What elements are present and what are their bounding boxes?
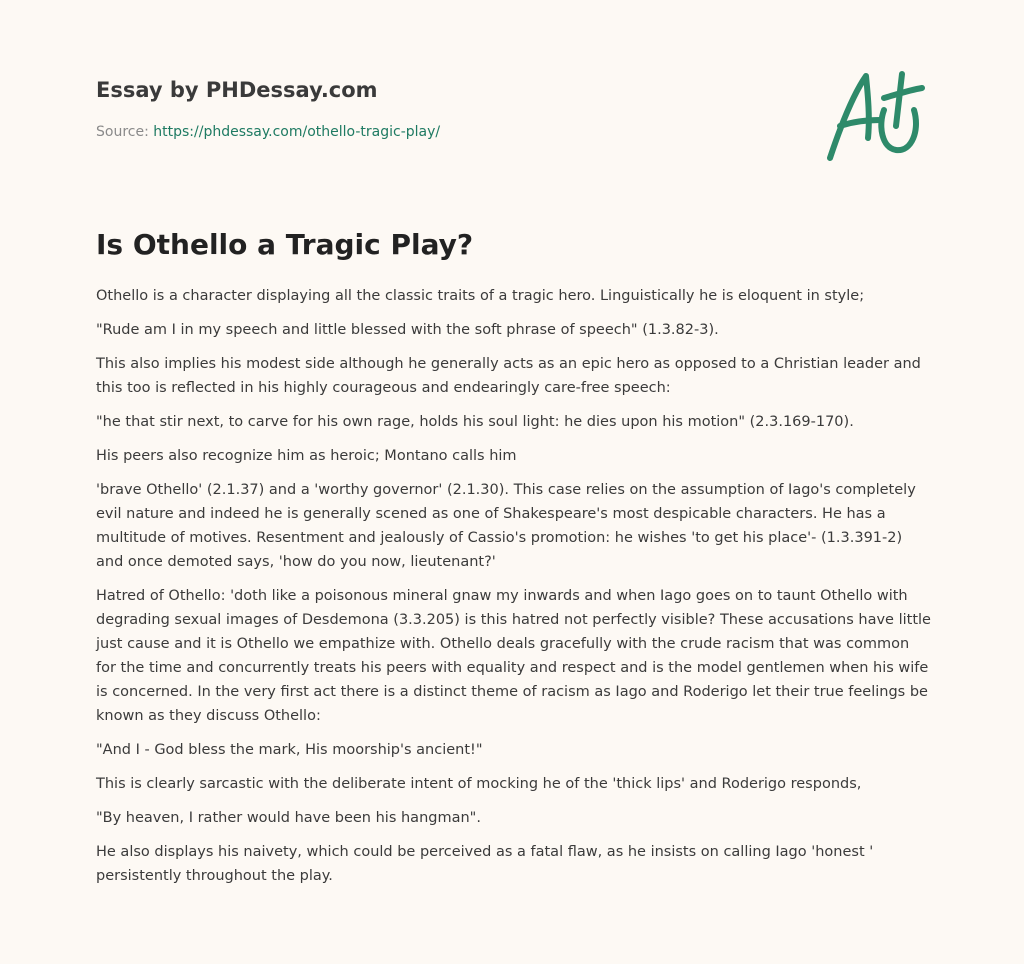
- paragraph: Othello is a character displaying all the classic traits of a tragic hero. Linguistically he is eloquent in style;: [96, 288, 865, 304]
- source-link[interactable]: https://phdessay.com/othello-tragic-play/: [153, 124, 441, 140]
- paragraph: "By heaven, I rather would have been his hangman".: [96, 810, 481, 826]
- paragraph: "Rude am I in my speech and little blessed with the soft phrase of speech" (1.3.82-3).: [96, 322, 719, 338]
- paragraph: He also displays his naivety, which could be perceived as a fatal flaw, as he insists on calling Iago 'honest ' persistently throughout the play.: [96, 844, 874, 884]
- paragraph: "he that stir next, to carve for his own rage, holds his soul light: he dies upon his motion" (2.3.169-170).: [96, 414, 854, 430]
- header: [96, 76, 696, 142]
- a-plus-logo: [822, 66, 932, 166]
- paragraph: This also implies his modest side although he generally acts as an epic hero as opposed to a Christian leader and this too is reflected in his highly courageous and endearingly care-free speech:: [96, 356, 921, 396]
- paragraph: His peers also recognize him as heroic; Montano calls him: [96, 448, 517, 464]
- article-title: Is Othello a Tragic Play?: [96, 228, 474, 261]
- paragraph: "And I - God bless the mark, His moorship's ancient!": [96, 742, 483, 758]
- paragraph: This is clearly sarcastic with the deliberate intent of mocking he of the 'thick lips' and Roderigo responds,: [96, 776, 862, 792]
- paragraph: Hatred of Othello: 'doth like a poisonous mineral gnaw my inwards and when Iago goes on to taunt Othello with degrading sexual images of Desdemona (3.3.205) is this hatred not perfectly visible? These accusations have little just cause and it is Othello we empathize with. Othello deals gracefully with the crude racism that was common for the time and concurrently treats his peers with equality and respect and is the model gentlemen when his wife is concerned. In the very first act there is a distinct theme of racism as Iago and Roderigo let their true feelings be known as they discuss Othello:: [96, 588, 931, 724]
- site-brand: Essay by PHDessay.com: [96, 78, 378, 102]
- article: [96, 226, 932, 898]
- source-label: Source:: [96, 124, 149, 140]
- source-line: [96, 122, 696, 142]
- paragraph: 'brave Othello' (2.1.37) and a 'worthy governor' (2.1.30). This case relies on the assumption of Iago's completely evil nature and indeed he is generally scened as one of Shakespeare's most despicable characters. He has a multitude of motives. Resentment and jealously of Cassio's promotion: he wishes 'to get his place'- (1.3.391-2) and once demoted says, 'how do you now, lieutenant?': [96, 482, 916, 570]
